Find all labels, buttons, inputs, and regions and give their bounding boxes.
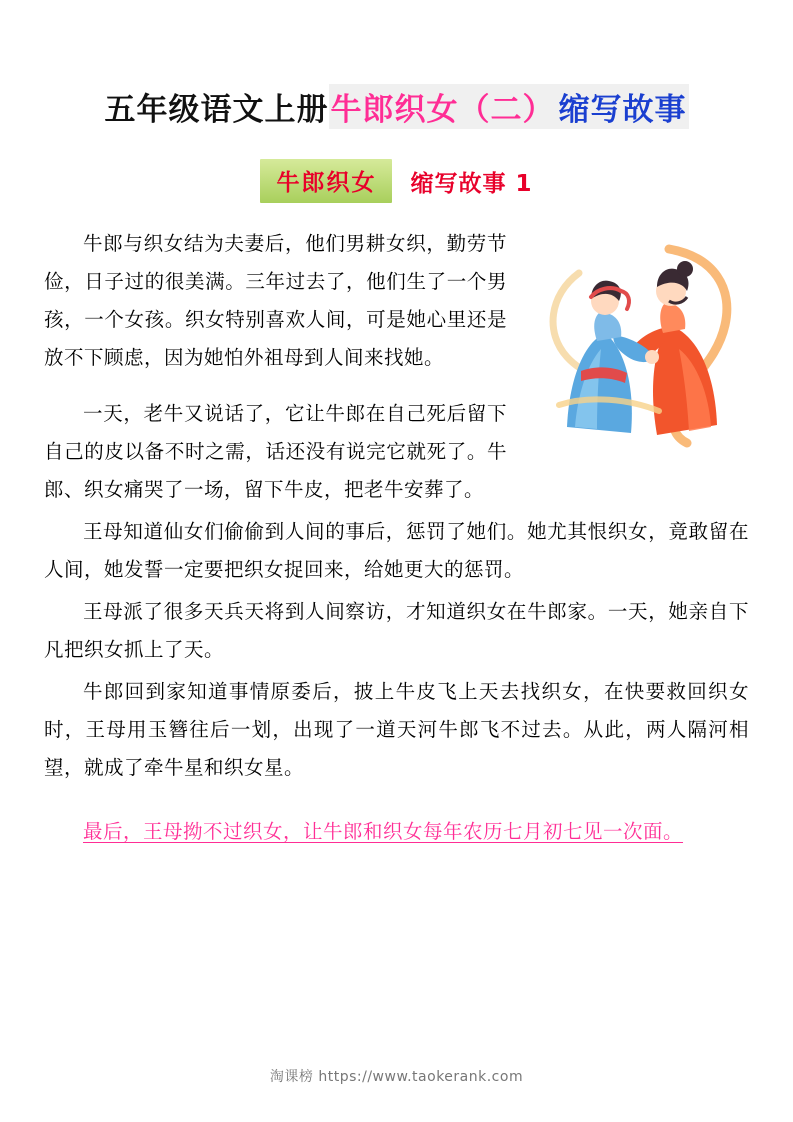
article-body bbox=[44, 225, 749, 851]
subheading-text: 缩写故事 1 bbox=[410, 170, 533, 197]
paragraph: 一天，老牛又说话了，它让牛郎在自己死后留下自己的皮以备不时之需，话还没有说完它就死了。牛郎、织女痛哭了一场，留下牛皮，把老牛安葬了。 bbox=[44, 402, 507, 501]
subheading bbox=[44, 159, 749, 203]
footer-watermark: 淘课榜 https://www.taokerank.com bbox=[269, 1069, 524, 1085]
paragraph: 王母派了很多天兵天将到人间察访，才知道织女在牛郎家。一天，她亲自下凡把织女抓上了天。 bbox=[44, 600, 749, 661]
title-prefix: 五年级语文上册 bbox=[104, 92, 329, 128]
final-paragraph: 最后，王母拗不过织女，让牛郎和织女每年农历七月初七见一次面。 bbox=[83, 820, 684, 843]
couple-illustration-icon bbox=[519, 229, 749, 449]
paragraph: 牛郎回到家知道事情原委后，披上牛皮飞上天去找织女，在快要救回织女时，王母用玉簪往后一划，出现了一道天河牛郎飞不过去。从此，两人隔河相望，就成了牵牛星和织女星。 bbox=[44, 680, 749, 779]
subheading-badge: 牛郎织女 bbox=[260, 159, 392, 203]
illustration bbox=[519, 229, 749, 449]
paragraph: 牛郎与织女结为夫妻后，他们男耕女织，勤劳节俭，日子过的很美满。三年过去了，他们生了一个男孩，一个女孩。织女特别喜欢人间，可是她心里还是放不下顾虑，因为她怕外祖母到人间来找她。 bbox=[44, 232, 507, 369]
paragraph: 王母知道仙女们偷偷到人间的事后，惩罚了她们。她尤其恨织女，竟敢留在人间，她发誓一定要把织女捉回来，给她更大的惩罚。 bbox=[44, 520, 749, 581]
page-title bbox=[44, 84, 749, 129]
title-highlight-pink: 牛郎织女（二） bbox=[329, 84, 557, 129]
title-highlight-blue: 缩写故事 bbox=[557, 84, 689, 129]
